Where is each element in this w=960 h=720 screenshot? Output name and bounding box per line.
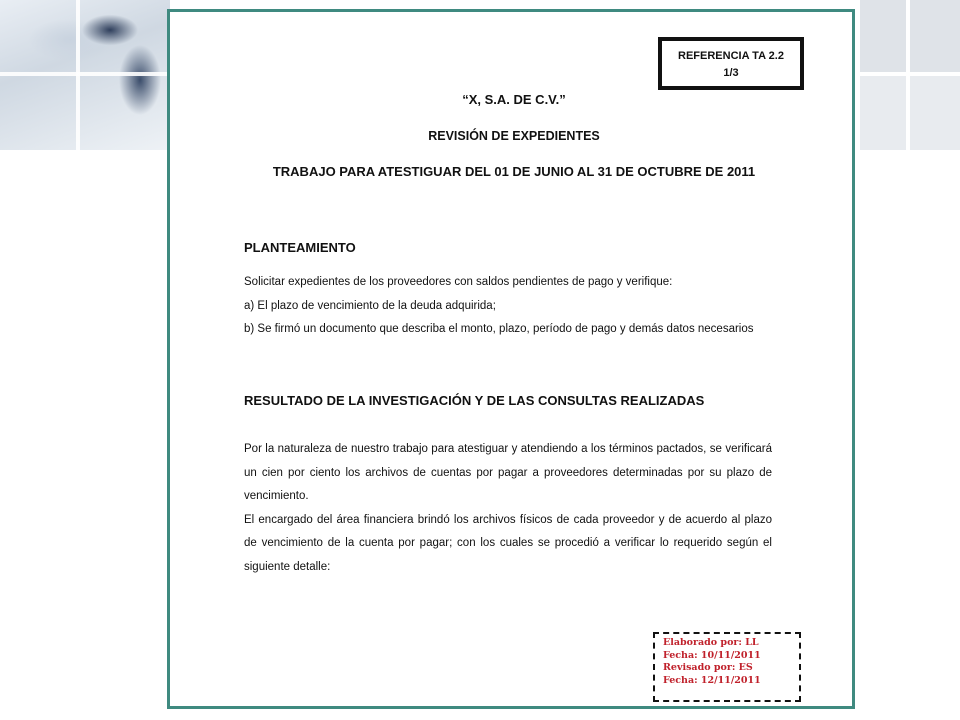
- stamp-revisado: Revisado por: ES: [663, 662, 753, 673]
- background-tiles-left: [0, 0, 170, 150]
- planteamiento-line: b) Se firmó un documento que describa el monto, plazo, período de pago y demás datos necesarios: [244, 323, 754, 335]
- stamp-fecha-elaborado: Fecha: 10/11/2011: [663, 649, 761, 661]
- planteamiento-line: a) El plazo de vencimiento de la deuda adquirida;: [244, 299, 496, 312]
- resultado-body: [244, 438, 772, 579]
- section-title-resultado: RESULTADO DE LA INVESTIGACIÓN Y DE LAS CONSULTAS REALIZADAS: [244, 393, 705, 408]
- resultado-paragraph: El encargado del área financiera brindó los archivos físicos de cada proveedor y de acuerdo al plazo de vencimiento de la cuenta por pagar; con los cuales se procedió a verificar lo requerido según el siguiente detalle:: [244, 513, 772, 573]
- company-name: “X, S.A. DE C.V.”: [462, 92, 566, 107]
- reference-box: [658, 37, 804, 90]
- document-title: REVISIÓN DE EXPEDIENTES: [428, 129, 600, 143]
- reference-page: 1/3: [723, 67, 739, 79]
- planteamiento-body: [244, 271, 772, 342]
- document-page: [167, 9, 855, 709]
- resultado-paragraph: Por la naturaleza de nuestro trabajo para atestiguar y atendiendo a los términos pactados, se verificará un cien por ciento los archivos de cuentas por pagar a proveedores determinadas por su plazo de vencimiento.: [244, 443, 772, 502]
- background-tiles-right: [860, 0, 960, 150]
- section-title-planteamiento: PLANTEAMIENTO: [244, 240, 356, 255]
- stamp-fecha-revisado: Fecha: 12/11/2011: [663, 674, 761, 686]
- stamp-elaborado: Elaborado por: LL: [663, 637, 759, 648]
- reference-code: REFERENCIA TA 2.2: [678, 50, 784, 62]
- document-subtitle: TRABAJO PARA ATESTIGUAR DEL 01 DE JUNIO AL 31 DE OCTUBRE DE 2011: [272, 164, 756, 179]
- signature-stamp: [653, 632, 801, 702]
- planteamiento-line: Solicitar expedientes de los proveedores con saldos pendientes de pago y verifique:: [244, 276, 673, 288]
